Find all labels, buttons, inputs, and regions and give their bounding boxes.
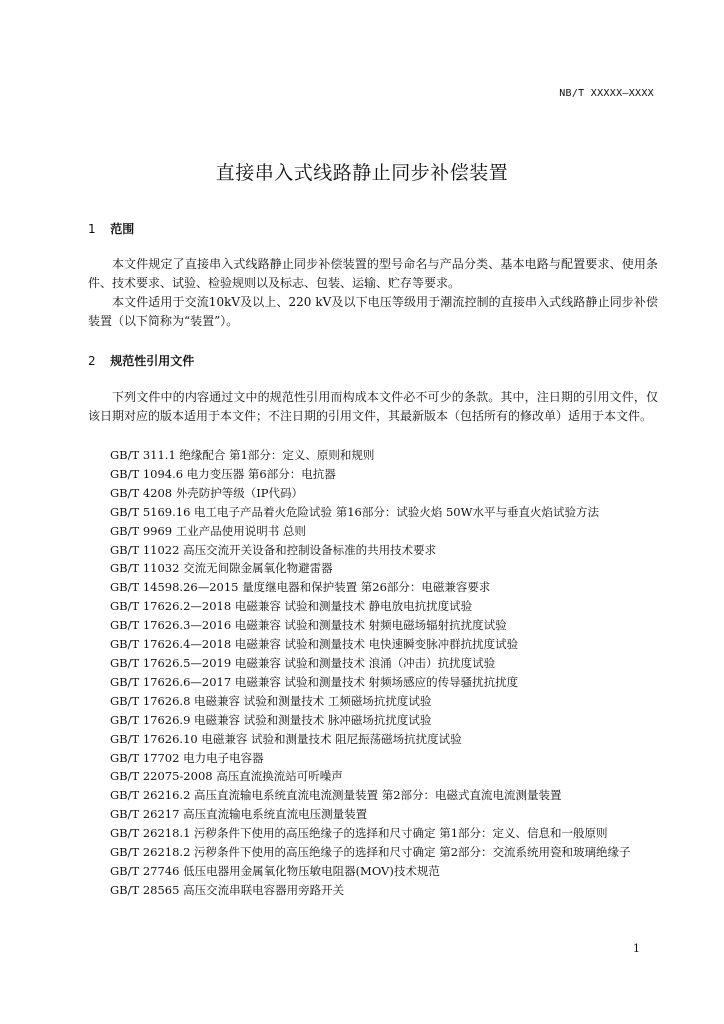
reference-item: GB/T 11032 交流无间隙金属氧化物避雷器 <box>110 561 333 576</box>
reference-item: GB/T 17626.9 电磁兼容 试验和测量技术 脉冲磁场抗扰度试验 <box>110 712 432 727</box>
reference-item: GB/T 17702 电力电子电容器 <box>110 750 264 765</box>
scope-paragraph-2: 本文件适用于交流10kV及以上、220 kV及以下电压等级用于潮流控制的直接串入式线路静止同步补偿装置（以下简称为“装置”）。 <box>88 295 658 328</box>
reference-item: GB/T 26218.2 污秽条件下使用的高压绝缘子的选择和尺寸确定 第2部分：交流系统用瓷和玻璃绝缘子 <box>110 845 631 860</box>
reference-item: GB/T 17626.10 电磁兼容 试验和测量技术 阻尼振荡磁场抗扰度试验 <box>110 731 462 746</box>
reference-item: GB/T 14598.26—2015 量度继电器和保护装置 第26部分：电磁兼容要求 <box>110 580 491 595</box>
reference-item: GB/T 17626.8 电磁兼容 试验和测量技术 工频磁场抗扰度试验 <box>110 693 432 708</box>
section-2-title: 规范性引用文件 <box>110 354 195 368</box>
reference-item: GB/T 17626.2—2018 电磁兼容 试验和测量技术 静电放电抗扰度试验 <box>110 599 473 614</box>
reference-item: GB/T 17626.4—2018 电磁兼容 试验和测量技术 电快速瞬变脉冲群抗扰度试验 <box>110 637 519 652</box>
document-title: 直接串入式线路静止同步补偿装置 <box>215 162 509 184</box>
reference-item: GB/T 26216.2 高压直流输电系统直流电流测量装置 第2部分：电磁式直流电流测量装置 <box>110 788 562 803</box>
reference-item: GB/T 17626.6—2017 电磁兼容 试验和测量技术 射频场感应的传导骚扰抗扰度 <box>110 674 519 689</box>
reference-item: GB/T 1094.6 电力变压器 第6部分：电抗器 <box>110 466 336 481</box>
reference-item: GB/T 17626.3—2016 电磁兼容 试验和测量技术 射频电磁场辐射抗扰度试验 <box>110 618 507 633</box>
section-1-heading <box>88 220 134 237</box>
reference-item: GB/T 22075-2008 高压直流换流站可听噪声 <box>110 769 343 784</box>
section-2-heading <box>88 352 194 369</box>
reference-item: GB/T 17626.5—2019 电磁兼容 试验和测量技术 浪涌（冲击）抗扰度试验 <box>110 655 496 670</box>
normative-refs-intro: 下列文件中的内容通过文中的规范性引用而构成本文件必不可少的条款。其中，注日期的引用文件，仅该日期对应的版本适用于本文件；不注日期的引用文件，其最新版本（包括所有的修改单）适用于本文件。 <box>88 390 658 423</box>
reference-item: GB/T 9969 工业产品使用说明书 总则 <box>110 523 306 538</box>
reference-item: GB/T 26218.1 污秽条件下使用的高压绝缘子的选择和尺寸确定 第1部分：定义、信息和一般原则 <box>110 826 608 841</box>
reference-item: GB/T 28565 高压交流串联电容器用旁路开关 <box>110 882 345 897</box>
reference-item: GB/T 311.1 绝缘配合 第1部分：定义、原则和规则 <box>110 448 375 462</box>
reference-item: GB/T 26217 高压直流输电系统直流电压测量装置 <box>110 807 368 822</box>
section-1-title: 范围 <box>110 222 135 236</box>
reference-list <box>110 446 660 900</box>
reference-item: GB/T 5169.16 电工电子产品着火危险试验 第16部分：试验火焰 50W水平与垂直火焰试验方法 <box>110 504 599 519</box>
section-1-number: 1 <box>88 222 96 236</box>
standard-code: NB/T XXXXX—XXXX <box>559 88 654 99</box>
reference-item: GB/T 27746 低压电器用金属氧化物压敏电阻器(MOV)技术规范 <box>110 863 440 878</box>
page-number: 1 <box>633 942 640 955</box>
reference-item: GB/T 4208 外壳防护等级（IP代码） <box>110 485 304 500</box>
section-2-number: 2 <box>88 354 96 368</box>
reference-item: GB/T 11022 高压交流开关设备和控制设备标准的共用技术要求 <box>110 542 437 557</box>
scope-paragraph-1: 本文件规定了直接串入式线路静止同步补偿装置的型号命名与产品分类、基本电路与配置要求、使用条件、技术要求、试验、检验规则以及标志、包装、运输、贮存等要求。 <box>88 257 658 290</box>
